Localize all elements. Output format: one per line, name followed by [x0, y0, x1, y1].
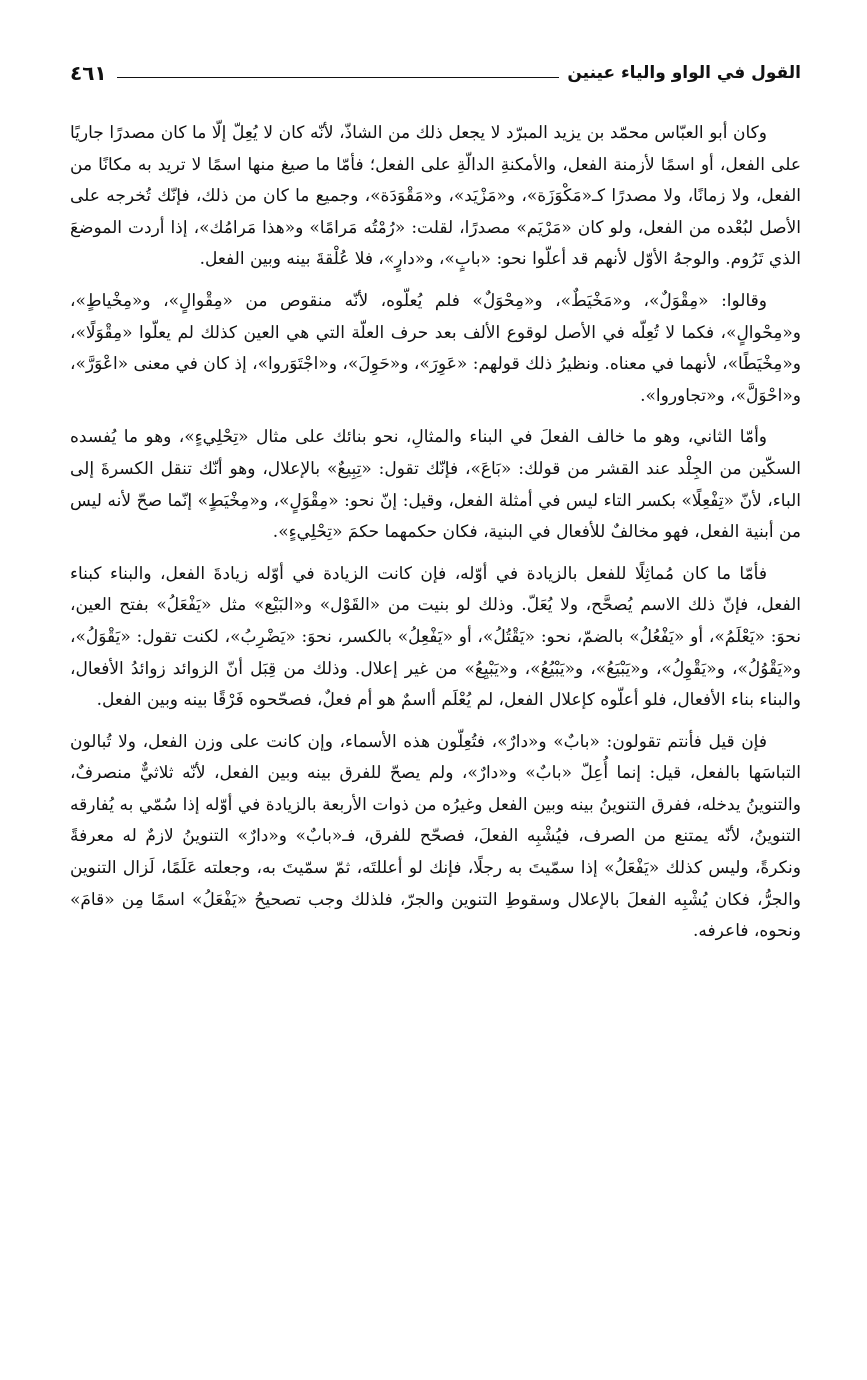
paragraph-2: وقالوا: «مِقْوَلٌ»، و«مَخْيَطٌ»، و«مِحْوَلٌ» فلم يُعلّوه، لأنّه منقوص من «مِقْوالٍ»، و«مِخْياطٍ»، و«مِحْوالٍ»، فكما لا تُعِلّه في الأصل لوقوع الألف بعد حرف العلّة التي هي العين كذلك لم يعلّوا «مِقْوَلًا»، و«مِخْيَطًا»، لأنهما في معناه. ونظيرُ ذلك قولهم: «عَوِرَ»، و«حَوِلَ»، و«اجْتَوَروا»، إذ كان في معنى «اعْوَرَّ»، و«احْوَلَّ»، و«تجاوروا».	[70, 290, 801, 406]
running-title: القول في الواو والياء عينين	[567, 63, 801, 83]
paragraph-4: فأمّا ما كان مُماثِلًا للفعل بالزيادة في أوّله، فإن كانت الزيادة في أوّله زيادةَ الفعل، والبناء كبناء الفعل، فإنّ ذلك الاسم يُصحَّح، ولا يُعَلّ. وذلك لو بنيت من «القَوْل» و«البَيْع» مثل «يَفْعَلُ» بفتح العين، نحوَ: «يَعْلَمُ»، أو «يَفْعُلُ» بالضمّ، نحو: «يَقْتُلُ»، أو «يَفْعِلُ» بالكسر، نحوَ: «يَضْرِبُ»، لكنت تقول: «يَقْوَلُ»، و«يَقْوُلُ»، و«يَقْوِلُ»، و«يَبْيَعُ»، و«يَبْيُعُ»، و«يَبْيِعُ» من غير إعلال. وذلك من قِبَل أنّ الزوائد زوائدُ الأفعال، والبناء بناء الأفعال، فلو أعلّوه كإعلال الفعل، لم يُعْلَم أاسمٌ هو أم فعلٌ، فصحّحوه فَرْقًا بينه وبين الفعل.	[70, 563, 801, 711]
paragraph-1: وكان أبو العبّاس محمّد بن يزيد المبرّد لا يجعل ذلك من الشاذّ، لأنّه كان لا يُعِلّ إلّا ما كان مصدرًا جاريًا على الفعل، أو اسمًا لأزمنة الفعل، والأمكنةِ الدالّةِ على الفعل؛ فأمّا ما صيغ منها اسمًا لا تريد به مكانًا من الفعل، ولا زمانًا، ولا مصدرًا كـ«مَكْوَزَة»، و«مَزْيَد»، و«مَقْوَدَة»، وجميع ما كان من ذلك، فإنّك تُخرجه على الأصل لبُعْده من الفعل، ولو كان «مَرْيَم» مصدرًا، لقلت: «رُمْتُه مَرامًا» و«هذا مَرامُك»، إذا أردت الموضعَ الذي تَرُوم. والوجهُ الأوّل لأنهم قد أعلّوا نحو: «بابٍ»، و«دارٍ»، فلا عُلْقةَ بينه وبين الفعل.	[70, 123, 801, 270]
paragraph-3: وأمّا الثاني، وهو ما خالف الفعلَ في البناء والمثالِ، نحو بنائك على مثال «تِحْلِيءٍ»، وهو ما يُفسده السكّين من الجِلْد عند القشر من قولك: «بَاعَ»، فإنّك تقول: «تِبِيعٌ» بالإعلال، وهو أنّك تنقل الكسرةَ إلى الباء، لأنّ «تِفْعِلًا» بكسر التاء ليس في أمثلة الفعل، وقيل: إنّ نحو: «مِقْوَلٍ»، و«مِخْيَطٍ» إنّما صحّ لأنه ليس من أبنية الفعل، فهو مخالفٌ للأفعال في البنية، فكان حكمهما حكمَ «تِحْلِيءٍ».	[70, 427, 801, 543]
page-number: ٤٦١	[70, 61, 107, 85]
header-rule	[117, 77, 560, 78]
body-text	[70, 118, 801, 958]
running-header	[70, 56, 801, 90]
paragraph-5: فإن قيل فأنتم تقولون: «بابٌ» و«دارٌ»، فتُعِلّون هذه الأسماء، وإن كانت على وزن الفعل، ولا تُبالون التباسَها بالفعل، قيل: إنما أُعِلّ «بابٌ» و«دارٌ»، ولم يصحّ للفرق بينه وبين الفعل، لأنّه ثلاثيٌّ منصرفٌ، والتنوينُ يدخله، ففرق التنوينُ بينه وبين الفعل وغيرُه من ذوات الأربعة بالزيادة في أوّله إذا سُمّي به يُفارقه التنوينُ، لأنّه يمتنع من الصرف، فيُشْبِه الفعلَ، فصحّح للفرق، فـ«بابٌ» و«دارٌ» التنوينُ لازمٌ له معرفةً ونكرةً، وليس كذلك «يَفْعَلُ» إذا سمّيتَ به رجلًا، فإنك لو أعللتَه، ثمّ سمّيتَ به، وجعلته عَلَمًا، لَزال التنوين والجرُّ، فكان يُشْبِه الفعلَ بالإعلال وسقوطِ التنوين والجرّ، فلذلك وجب تصحيحُ «يَفْعَلُ» اسمًا مِن «قامَ» ونحوه، فاعرفه.	[70, 731, 801, 942]
